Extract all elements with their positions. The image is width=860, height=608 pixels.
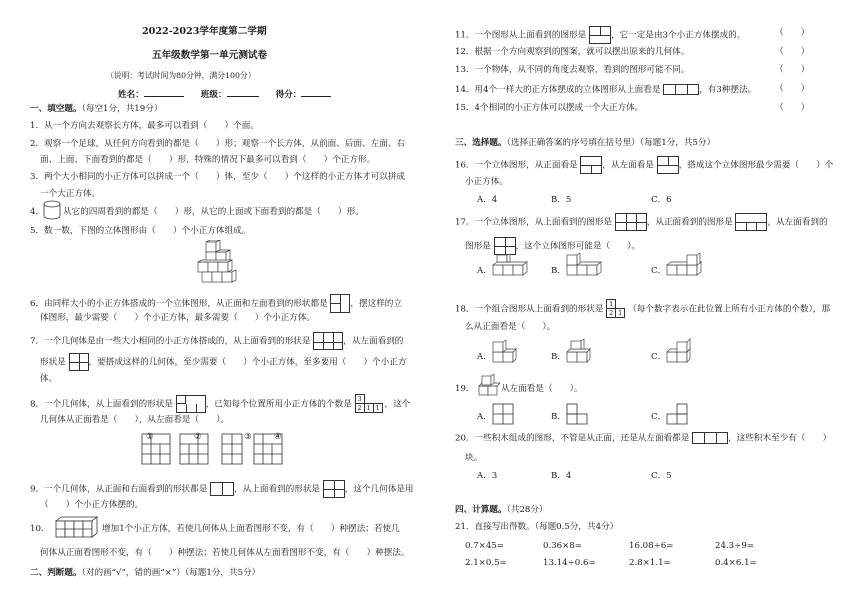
q19-option-a-figure[interactable] <box>491 402 515 426</box>
q17-option-b-figure[interactable] <box>565 253 605 277</box>
q19-number: 19． <box>455 384 475 394</box>
q8-line2: 几何体从正面看是（ ），从左面看是（ ）。 <box>40 415 230 425</box>
q18-line1: 18．一个组合图形从上面看到的形状是 1 2 1 （每个数字表示在此位置上所有小正方体的个数），那 <box>455 300 831 317</box>
q14-shape <box>663 84 699 95</box>
q9-line2: （ ）个小正方体摆的。 <box>40 500 144 510</box>
q16-line2: 小正方体。 <box>465 177 508 187</box>
q19-option-c-label[interactable]: C． <box>651 412 667 422</box>
calc-2-3: 2.8×1.1= <box>629 558 671 568</box>
score-label: 得分： <box>275 90 302 100</box>
q12: 12．根据一个方向观察到的图案，就可以摆出原来的几何体。 <box>455 47 690 57</box>
cylinder-figure <box>42 200 62 220</box>
calc-1-1: 0.7×45= <box>465 541 505 551</box>
section4-heading: 四、计算题。 <box>455 505 507 515</box>
q10-line2: 何体从正面看图形不变，有（ ）种摆法；若使几何体从左面看图形不变，有（ ）种摆法。 <box>40 548 410 558</box>
q10-number: 10． <box>30 524 50 534</box>
q5-cube-stack <box>196 240 242 284</box>
section4-meta: （共28分） <box>506 505 548 515</box>
q18-option-a-figure[interactable] <box>491 340 521 364</box>
q8-option-2-label: ② <box>194 432 202 442</box>
name-blank[interactable] <box>144 88 184 97</box>
q17-option-c-label[interactable]: C． <box>651 266 667 276</box>
q15-answer[interactable]: （ ） <box>775 103 810 113</box>
q17-option-a-label[interactable]: A． <box>477 266 492 276</box>
q3-line1: 3．两个大小相同的小正方体可以拼成一个（ ）体，至少（ ）个这样的小正方体才可以拼成 <box>30 172 406 182</box>
q14-answer[interactable]: （ ） <box>775 84 810 94</box>
q8-number-grid: 3 2 1 1 <box>355 394 385 414</box>
q16-option-c[interactable]: C．6 <box>651 195 672 205</box>
q12-answer[interactable]: （ ） <box>775 47 810 57</box>
class-label: 班级： <box>200 90 227 100</box>
section3-meta: （选择正确答案的序号填在括号里）（每题1分，共5分） <box>506 138 716 148</box>
section2-meta: （对的画“√”，错的画“×”）（每题1分，共5分） <box>81 568 261 578</box>
class-blank[interactable] <box>227 88 259 97</box>
q9-line1: 9．一个几何体，从正面和右面看到的形状都是 ，从上面看到的形状是 ，这个几何体是用 <box>30 480 414 498</box>
q19-option-a-label[interactable]: A． <box>477 412 492 422</box>
q8-option-3-label: ③ <box>244 432 252 442</box>
q19-option-b-label[interactable]: B． <box>551 412 566 422</box>
q2-line1: 2．观察一个足球，从任何方向看到的都是（ ）形；观察一个长方体，从前面、后面、左面、右 <box>30 139 406 149</box>
q16-line1: 16．一个立体图形，从正面看是 ，从左面看是 ，搭成这个立体图形最少需要（ ）个 <box>455 156 833 174</box>
q7-line1: 7．一个几何体是由一些大小相同的小正方体搭成的，从上面看到的形状是 ，从左面看到的 <box>30 332 403 350</box>
q18-option-c-figure[interactable] <box>665 338 695 364</box>
q7-top-shape <box>313 332 343 350</box>
q7-line2: 形状是 ，要搭成这样的几何体，至少需要（ ）个小正方体，至多要用（ ）个小正方 <box>40 353 407 371</box>
section3-header <box>455 138 715 149</box>
calc-1-2: 0.36×8= <box>543 541 583 551</box>
score-blank[interactable] <box>301 88 331 97</box>
q2-line2: 面、上面、下面看到的都是（ ）形，特殊的情况下最多可以看到（ ）个正方形。 <box>40 155 376 165</box>
exam-note: （说明：考试时间为80分钟，满分100分） <box>106 71 256 80</box>
section1-header <box>30 104 162 115</box>
q20-line2: 块。 <box>465 453 483 463</box>
q21: 21．直接写出得数。（每题0.5分，共4分） <box>455 522 619 532</box>
q18-line2: 么从正面看是（ ）。 <box>465 322 556 332</box>
q8-option-4-label: ④ <box>274 432 282 442</box>
q8-top-shape <box>176 395 206 413</box>
q13: 13．一个物体，从不同的角度去观察，看到的图形可能不同。 <box>455 65 690 75</box>
q11: 11．一个图形从上面看到的图形是 ，它一定是由3个小正方体摆成的。 <box>455 26 745 44</box>
q4-number: 4． <box>30 207 45 217</box>
section3-heading: 三、选择题。 <box>455 138 507 148</box>
q20-shape <box>692 432 728 444</box>
q18-option-a-label[interactable]: A． <box>477 352 492 362</box>
q17-front-shape <box>735 213 767 231</box>
q10-line1: 增加1个小正方体，若使几何体从上面看图形不变，有（ ）种摆法；若使几 <box>102 524 400 534</box>
q20-option-c[interactable]: C．5 <box>651 471 672 481</box>
q9-front-shape <box>210 482 234 496</box>
q20-option-a[interactable]: A．3 <box>477 471 498 481</box>
q6-line1: 6．由同样大小的小正方体搭成的一个立体图形，从正面和左面看到的形状都是 ，摆这样的立 <box>30 294 402 313</box>
q19-option-c-figure[interactable] <box>665 402 689 426</box>
q8-option-3-figure[interactable] <box>220 432 246 466</box>
q1: 1．从一个方向去观察长方体，最多可以看到（ ）个面。 <box>30 121 259 131</box>
calc-1-4: 24.3÷9= <box>715 541 755 551</box>
q13-answer[interactable]: （ ） <box>775 65 810 75</box>
q11-answer[interactable]: （ ） <box>775 28 810 38</box>
q11-shape <box>589 26 611 44</box>
q8-option-1-figure[interactable] <box>140 432 172 466</box>
section1-heading: 一、填空题。 <box>30 104 82 114</box>
q16-front-shape <box>580 156 602 174</box>
q3-line2: 一个大正方体。 <box>40 189 101 199</box>
q10-cube-row <box>54 515 100 541</box>
q18-number-grid: 1 2 1 <box>606 299 628 319</box>
q15: 15．4个相同的小正方体可以摆成一个大正方体。 <box>455 103 644 113</box>
q20-option-b[interactable]: B．4 <box>551 471 572 481</box>
section1-meta: （每空1分，共19分） <box>81 104 163 114</box>
q17-option-b-label[interactable]: B． <box>551 266 566 276</box>
q6-shape <box>330 294 350 313</box>
q19-figure <box>477 374 501 398</box>
calc-2-2: 13.14÷0.6= <box>543 558 596 568</box>
q4-text: 从它的四周看到的都是（ ）形，从它的上面或下面看到的都是（ ）形。 <box>63 207 364 217</box>
q7-line3: 体。 <box>40 374 58 384</box>
q8-option-2-figure[interactable] <box>178 432 210 466</box>
q14: 14．用4个一样大的正方体摆成的立体图形从上面看是 ，有3种摆法。 <box>455 85 757 95</box>
q16-option-b[interactable]: B．5 <box>551 195 572 205</box>
q20-line1: 20．一些积木组成的图形，不管是从正面，还是从左面看都是 ，这些积木至少有（ ） <box>455 433 832 444</box>
q9-top-shape <box>323 480 345 498</box>
q8-option-4-figure[interactable] <box>252 432 284 466</box>
q18-option-c-label[interactable]: C． <box>651 352 667 362</box>
q18-option-b-label[interactable]: B． <box>551 352 566 362</box>
calc-2-1: 2.1×0.5= <box>465 558 507 568</box>
section2-header <box>30 568 260 579</box>
q18-option-b-figure[interactable] <box>565 338 595 364</box>
q16-left-shape <box>657 156 679 174</box>
name-field[interactable] <box>118 88 331 101</box>
calc-1-3: 16.08÷6= <box>629 541 674 551</box>
name-label: 姓名： <box>118 90 144 100</box>
q17-option-c-figure[interactable] <box>665 253 705 277</box>
q5: 5．数一数，下图的立体图形由（ ）个小正方体组成。 <box>30 226 251 236</box>
q17-line2: 图形是 ，这个立体图形可能是（ ）。 <box>465 237 640 255</box>
q16-option-a[interactable]: A．4 <box>477 195 498 205</box>
exam-title: 五年级数学第一单元测试卷 <box>152 50 268 61</box>
section4-header <box>455 505 548 516</box>
q19-text: 从左面看是（ ）。 <box>501 384 583 394</box>
q8-option-1-label: ① <box>146 432 154 442</box>
q6-line2: 体图形，最少需要（ ）个小正方体，最多需要（ ）个小正方体。 <box>40 313 316 323</box>
q8-line1: 8．一个几何体，从上面看到的形状是 ，已知每个位置所用小正方体的个数是 3 2 1 1 ，这个 <box>30 395 411 412</box>
calc-2-4: 0.4×6.1= <box>715 558 757 568</box>
q17-top-shape <box>615 213 647 231</box>
q17-line1: 17．一个立体图形，从上面看到的图形是 ，从正面看到的图形是 ，从左面看到的 <box>455 213 828 231</box>
year-title: 2022-2023学年度第二学期 <box>142 26 267 37</box>
q17-option-a-figure[interactable] <box>491 253 531 277</box>
q19-option-b-figure[interactable] <box>565 402 589 426</box>
q7-left-shape <box>69 353 89 371</box>
section2-heading: 二、判断题。 <box>30 568 82 578</box>
